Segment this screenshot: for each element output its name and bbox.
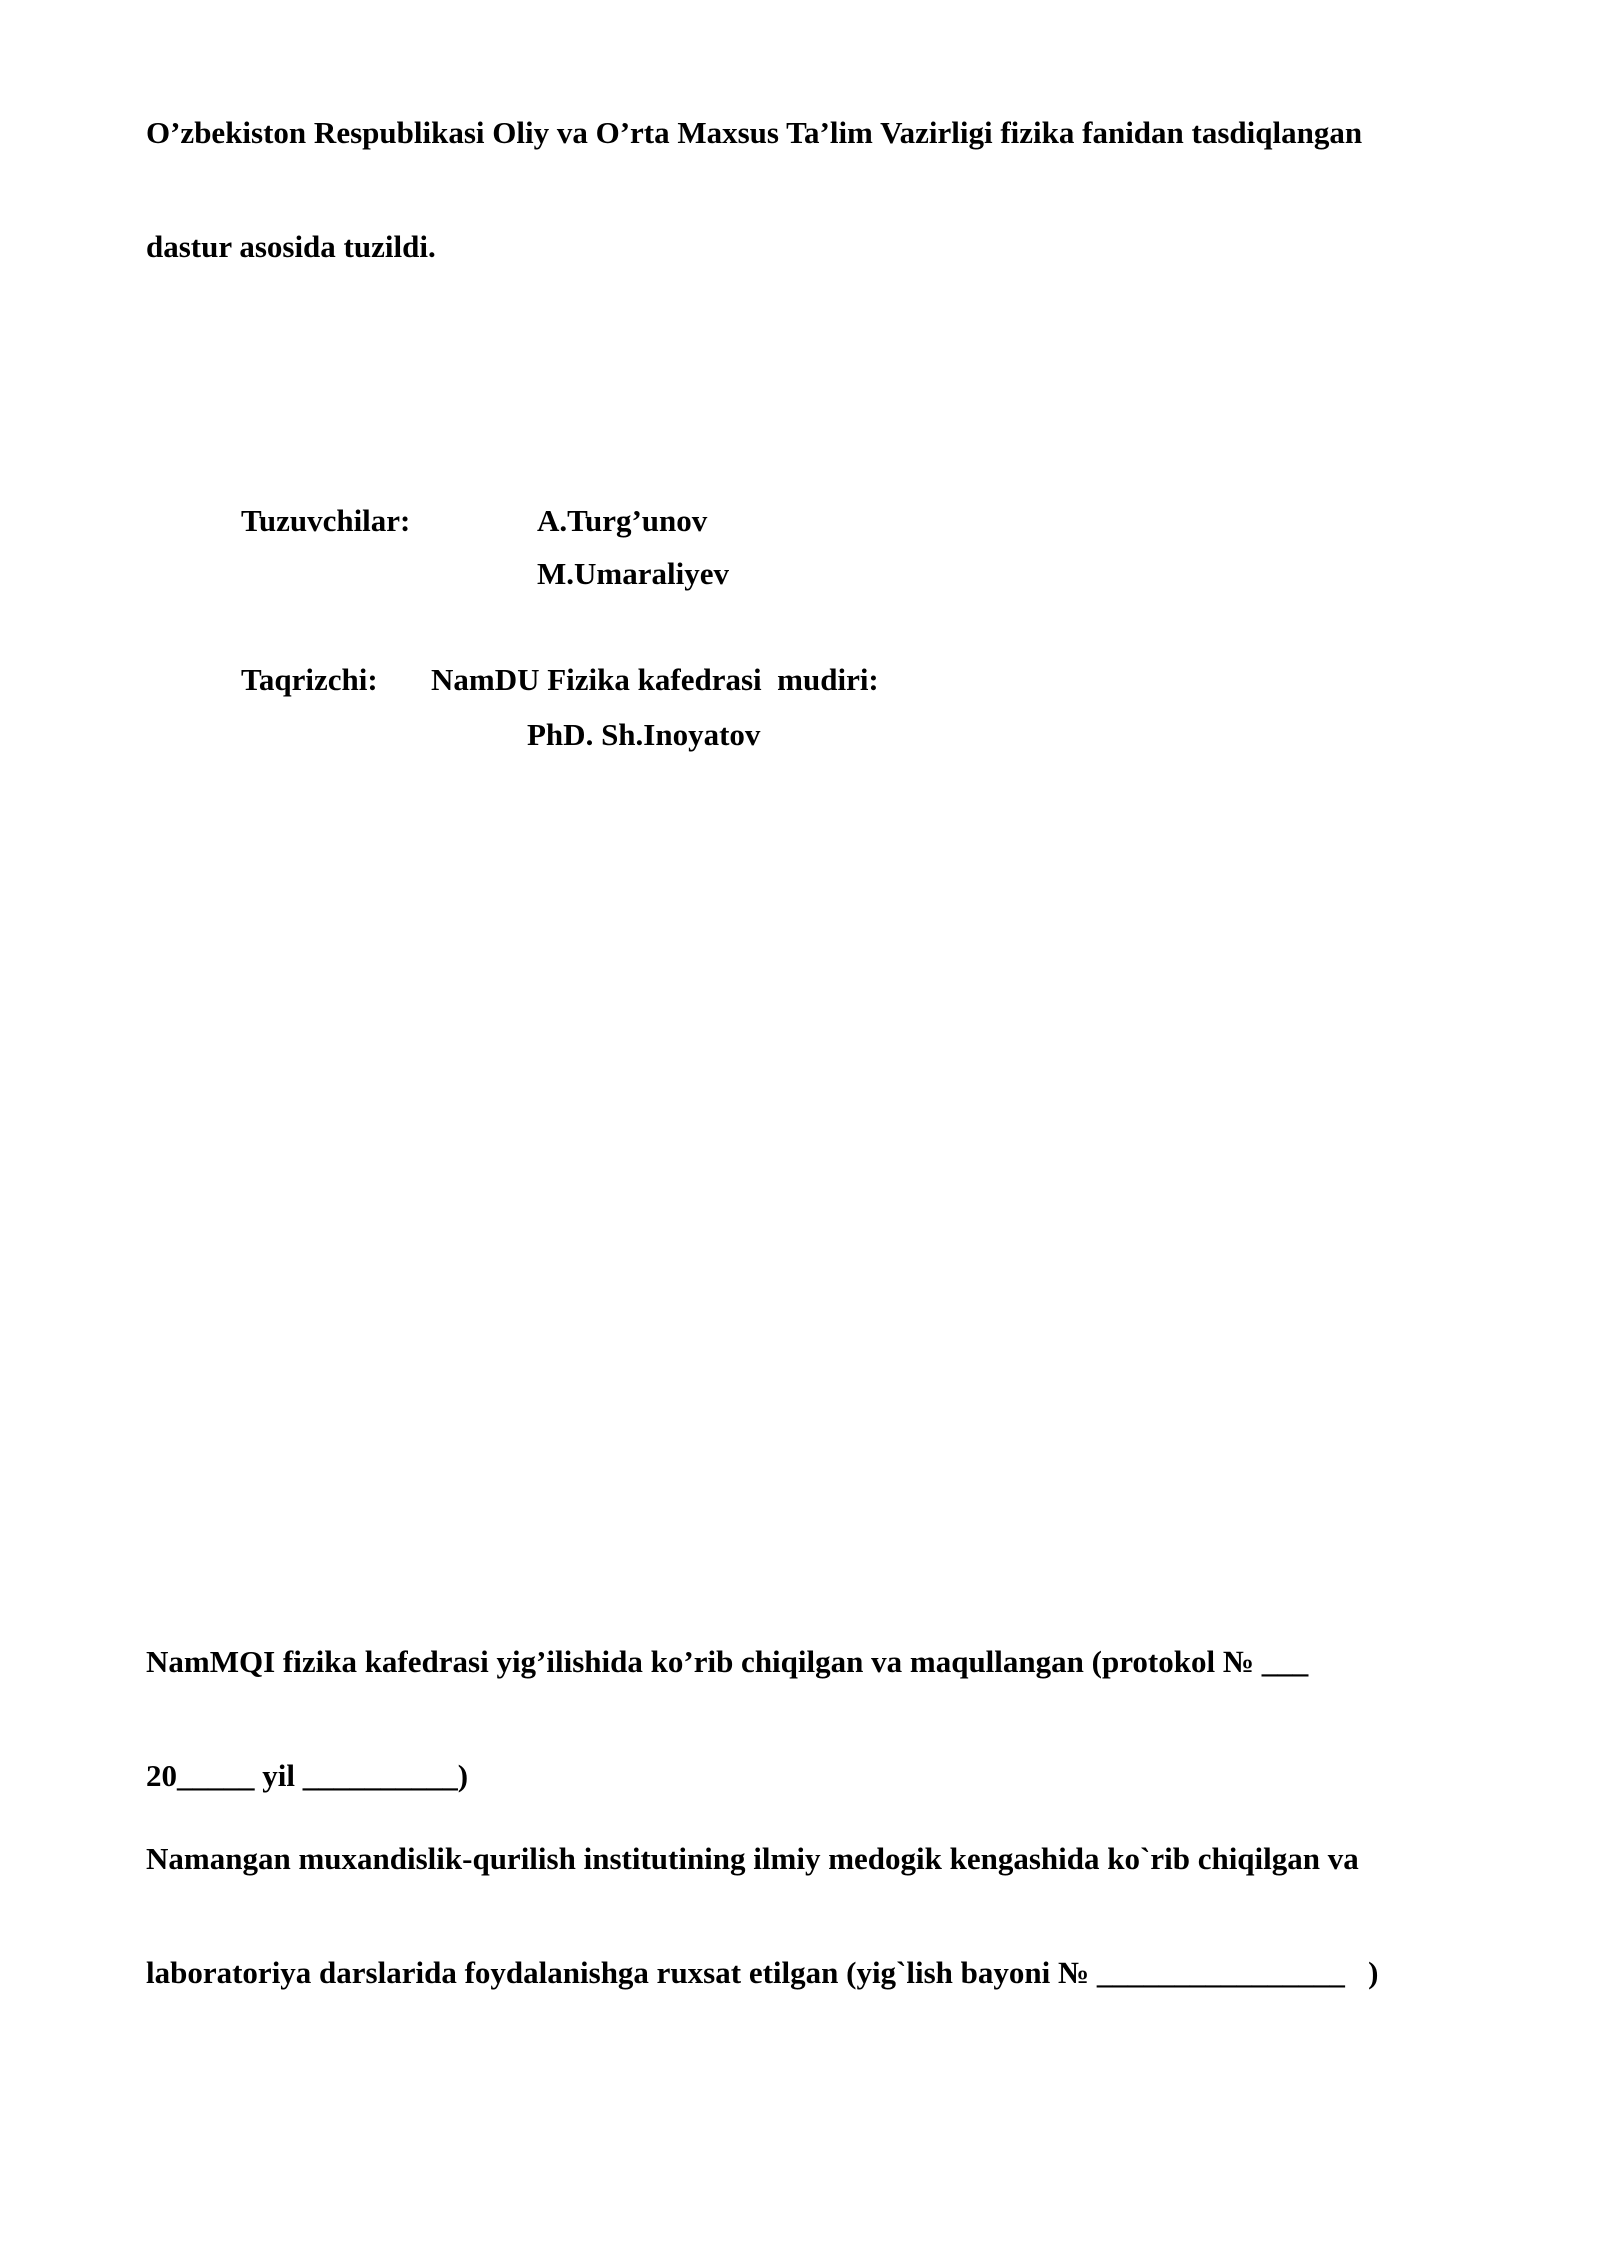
author-name-2: M.Umaraliyev <box>537 556 729 591</box>
approval-line-1: NamMQI fizika kafedrasi yig’ilishida ko’rib chiqilgan va maqullangan (protokol № ___ <box>146 1644 1309 1679</box>
reviewer-label: Taqrizchi: <box>241 662 378 697</box>
institute-line-1: Namangan muxandislik-qurilish institutining ilmiy medogik kengashida ko`rib chiqilgan va <box>146 1841 1359 1876</box>
authors-label: Tuzuvchilar: <box>241 503 411 538</box>
approval-line-2: 20_____ yil __________) <box>146 1758 469 1793</box>
intro-paragraph <box>146 38 1446 342</box>
intro-line-2: dastur asosida tuzildi. <box>146 229 436 264</box>
intro-line-1: O’zbekiston Respublikasi Oliy va O’rta Maxsus Ta’lim Vazirligi fizika fanidan tasdiqlangan <box>146 115 1363 150</box>
author-name-1: A.Turg’unov <box>537 503 708 538</box>
institute-line-2: laboratoriya darslarida foydalanishga ruxsat etilgan (yig`lish bayoni № ________________ ) <box>146 1955 1379 1990</box>
institute-approval-paragraph <box>146 1764 1446 2068</box>
reviewer-role: NamDU Fizika kafedrasi mudiri: <box>431 662 879 697</box>
reviewer-name: PhD. Sh.Inoyatov <box>527 717 761 752</box>
